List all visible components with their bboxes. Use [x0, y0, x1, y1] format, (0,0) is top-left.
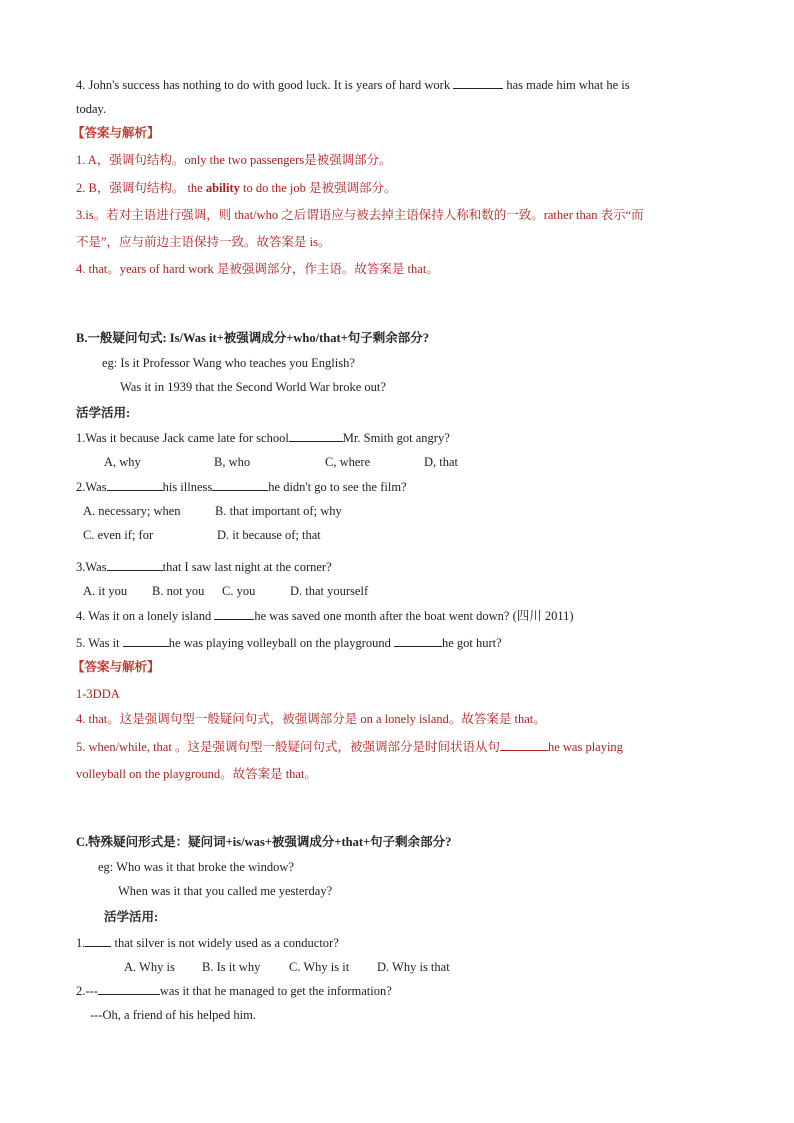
- example-sentence: eg: Who was it that broke the window?: [98, 860, 294, 874]
- question-line: [76, 934, 339, 952]
- question-text: he got hurt?: [442, 636, 502, 650]
- answer-emphasis: ability: [205, 181, 240, 195]
- question-text: he didn't go to see the film?: [268, 480, 407, 494]
- question-text: has made him what he is: [506, 78, 630, 92]
- answer-blank: [453, 76, 503, 89]
- question-text: he was saved one month after the boat went down? (四川 2011): [254, 609, 574, 623]
- example-sentence: eg: Is it Professor Wang who teaches you English?: [102, 356, 355, 370]
- answers-heading: 【答案与解析】: [72, 126, 160, 140]
- question-line: [76, 76, 630, 94]
- answers-heading: 【答案与解析】: [72, 660, 160, 674]
- option: D, that: [424, 455, 459, 469]
- question-line: [76, 429, 450, 447]
- question-text: 2.---: [76, 984, 98, 998]
- question-line: [76, 558, 332, 576]
- option: A. it you: [83, 584, 128, 598]
- question-text: that silver is not widely used as a conductor?: [114, 936, 339, 950]
- option: A. Why is: [124, 960, 175, 974]
- question-text: 4. John's success has nothing to do with good luck. It is years of hard work: [76, 78, 451, 92]
- answer-blank: [500, 738, 548, 751]
- option: B, who: [214, 455, 251, 469]
- question-text: 4. Was it on a lonely island: [76, 609, 212, 623]
- option: C, where: [325, 455, 371, 469]
- answer-blank: [107, 558, 163, 571]
- answer-explanation: [76, 179, 397, 197]
- question-text: ---Oh, a friend of his helped him.: [90, 1008, 256, 1022]
- question-text: today.: [76, 102, 107, 116]
- option: A, why: [104, 455, 141, 469]
- question-text: 2.Was: [76, 480, 107, 494]
- option: C. you: [222, 584, 256, 598]
- answer-blank: [212, 478, 268, 491]
- question-text: his illness: [162, 480, 213, 494]
- answer-blank: [214, 607, 254, 620]
- question-line: [76, 478, 407, 496]
- answer-explanation: [76, 738, 623, 756]
- answer-blank: [107, 478, 163, 491]
- section-title: B.一般疑问句式: Is/Was it+被强调成分+who/that+句子剩余部分?: [76, 331, 429, 345]
- question-text: Mr. Smith got angry?: [342, 431, 450, 445]
- answer-explanation: 1. A，强调句结构。only the two passengers是被强调部分。: [76, 153, 392, 167]
- example-sentence: When was it that you called me yesterday?: [118, 884, 333, 898]
- answer-explanation: 3.is。若对主语进行强调，则 that/who 之后谓语应与被去掉主语保持人称和数的一致。rather than 表示“而: [76, 208, 644, 222]
- option: D. that yourself: [290, 584, 369, 598]
- option: C. Why is it: [289, 960, 350, 974]
- question-text: that I saw last night at the corner?: [162, 560, 332, 574]
- option: D. it because of; that: [217, 528, 321, 542]
- answer-explanation: 4. that。years of hard work 是被强调部分，作主语。故答案是 that。: [76, 262, 439, 276]
- answer-text: 2. B，强调句结构。 the: [76, 181, 206, 195]
- answer-text: he was playing: [547, 740, 623, 754]
- answer-explanation: 不是”，应与前边主语保持一致。故答案是 is。: [76, 235, 331, 249]
- example-sentence: Was it in 1939 that the Second World War broke out?: [120, 380, 386, 394]
- question-line: [76, 607, 574, 625]
- question-text: 1.Was it because Jack came late for school: [76, 431, 289, 445]
- question-text: he was playing volleyball on the playground: [168, 636, 391, 650]
- answer-explanation: 1-3DDA: [76, 687, 120, 701]
- answer-blank: [289, 429, 343, 442]
- question-line: [76, 982, 392, 1000]
- answer-blank: [394, 634, 442, 647]
- section-title: C.特殊疑问形式是：疑问词+is/was+被强调成分+that+句子剩余部分?: [76, 835, 452, 849]
- option: D. Why is that: [377, 960, 450, 974]
- question-text: 5. Was it: [76, 636, 120, 650]
- answer-text: to do the job 是被强调部分。: [239, 181, 397, 195]
- answer-blank: [98, 982, 160, 995]
- option: C. even if; for: [83, 528, 154, 542]
- option: A. necessary; when: [83, 504, 181, 518]
- option: B. that important of; why: [215, 504, 342, 518]
- question-text: was it that he managed to get the information?: [159, 984, 392, 998]
- answer-text: 5. when/while, that 。这是强调句型一般疑问句式，被强调部分是时间状语从句: [76, 740, 500, 754]
- question-text: 3.Was: [76, 560, 107, 574]
- option: B. not you: [152, 584, 205, 598]
- answer-blank: [85, 934, 111, 947]
- option: B. Is it why: [202, 960, 261, 974]
- practice-heading: 活学活用:: [104, 910, 159, 924]
- practice-heading: 活学活用:: [76, 406, 131, 420]
- answer-explanation: 4. that。这是强调句型一般疑问句式，被强调部分是 on a lonely island。故答案是 that。: [76, 712, 546, 726]
- question-text: 1.: [76, 936, 86, 950]
- question-line: [76, 634, 502, 652]
- answer-explanation: volleyball on the playground。故答案是 that。: [76, 767, 317, 781]
- answer-blank: [123, 634, 169, 647]
